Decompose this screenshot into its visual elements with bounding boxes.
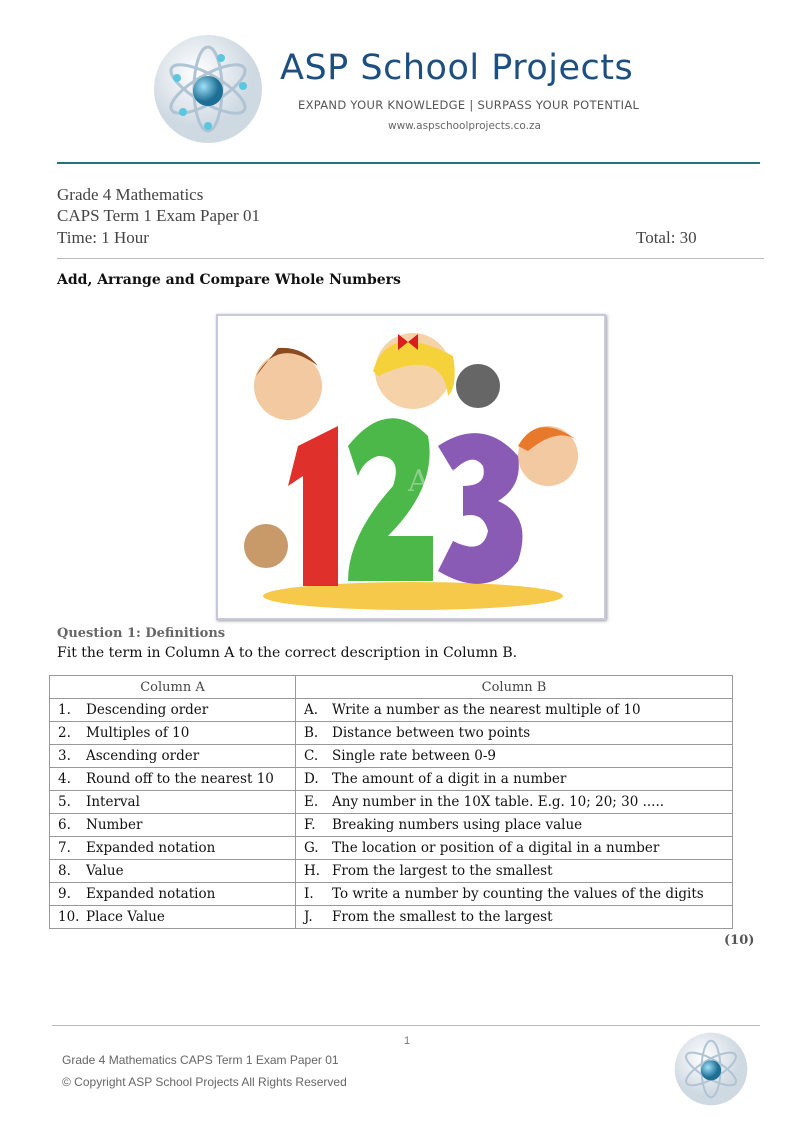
column-a-cell bbox=[50, 814, 296, 837]
numbers-illustration bbox=[216, 314, 606, 620]
description-text: To write a number by counting the values of the digits bbox=[332, 886, 704, 902]
term-text: Interval bbox=[86, 794, 140, 810]
question-title: Question 1: Definitions bbox=[57, 626, 226, 641]
column-a-cell bbox=[50, 745, 296, 768]
description-letter: I. bbox=[304, 886, 314, 902]
atom-logo-icon bbox=[153, 34, 263, 144]
section-heading: Add, Arrange and Compare Whole Numbers bbox=[57, 272, 401, 288]
time-label: Time: 1 Hour bbox=[57, 228, 149, 247]
description-letter: B. bbox=[304, 725, 319, 741]
subject-label: Grade 4 Mathematics bbox=[57, 185, 204, 204]
term-number: 6. bbox=[58, 817, 71, 833]
column-a-cell bbox=[50, 837, 296, 860]
term-number: 1. bbox=[58, 702, 71, 718]
meta-divider bbox=[57, 258, 764, 259]
watermark-text: ASP bbox=[408, 464, 471, 499]
column-b-cell bbox=[296, 768, 733, 791]
footer-atom-logo-icon bbox=[674, 1032, 748, 1106]
table-row bbox=[50, 722, 733, 745]
brand-tagline: EXPAND YOUR KNOWLEDGE | SURPASS YOUR POTENTIAL bbox=[298, 98, 640, 112]
table-row bbox=[50, 814, 733, 837]
description-letter: F. bbox=[304, 817, 316, 833]
column-b-cell bbox=[296, 837, 733, 860]
column-b-cell bbox=[296, 883, 733, 906]
brand-title: ASP School Projects bbox=[280, 48, 634, 88]
column-a-cell bbox=[50, 722, 296, 745]
term-number: 10. bbox=[58, 909, 80, 925]
column-a-cell bbox=[50, 768, 296, 791]
description-text: From the smallest to the largest bbox=[332, 909, 553, 925]
column-a-cell bbox=[50, 860, 296, 883]
table-row bbox=[50, 699, 733, 722]
column-b-cell bbox=[296, 745, 733, 768]
term-text: Expanded notation bbox=[86, 886, 216, 902]
description-text: Any number in the 10X table. E.g. 10; 20; 30 ..... bbox=[332, 794, 665, 810]
column-b-cell bbox=[296, 814, 733, 837]
column-a-cell bbox=[50, 699, 296, 722]
description-letter: H. bbox=[304, 863, 321, 879]
term-text: Ascending order bbox=[86, 748, 200, 764]
term-text: Expanded notation bbox=[86, 840, 216, 856]
term-number: 9. bbox=[58, 886, 71, 902]
page-number: 1 bbox=[404, 1035, 411, 1047]
column-a-cell bbox=[50, 906, 296, 929]
column-b-cell bbox=[296, 722, 733, 745]
footer-divider bbox=[52, 1025, 760, 1026]
term-text: Value bbox=[86, 863, 124, 879]
description-letter: C. bbox=[304, 748, 319, 764]
description-text: The location or position of a digital in a number bbox=[332, 840, 660, 856]
table-row bbox=[50, 860, 733, 883]
description-letter: E. bbox=[304, 794, 319, 810]
term-number: 5. bbox=[58, 794, 71, 810]
term-text: Descending order bbox=[86, 702, 209, 718]
description-text: Single rate between 0-9 bbox=[332, 748, 497, 764]
description-text: Distance between two points bbox=[332, 725, 531, 741]
description-letter: G. bbox=[304, 840, 319, 856]
footer-title: Grade 4 Mathematics CAPS Term 1 Exam Paper 01 bbox=[62, 1053, 339, 1067]
term-number: 4. bbox=[58, 771, 71, 787]
header-divider bbox=[57, 162, 760, 164]
column-a-cell bbox=[50, 791, 296, 814]
footer-copyright: © Copyright ASP School Projects All Rights Reserved bbox=[62, 1075, 347, 1089]
column-b-cell bbox=[296, 906, 733, 929]
term-number: 7. bbox=[58, 840, 71, 856]
column-b-cell bbox=[296, 699, 733, 722]
term-number: 2. bbox=[58, 725, 71, 741]
table-row bbox=[50, 768, 733, 791]
column-b-cell bbox=[296, 860, 733, 883]
description-letter: D. bbox=[304, 771, 319, 787]
description-letter: J. bbox=[304, 909, 313, 925]
term-text: Multiples of 10 bbox=[86, 725, 190, 741]
table-row bbox=[50, 883, 733, 906]
marks-label: (10) bbox=[724, 933, 755, 948]
term-text: Place Value bbox=[86, 909, 165, 925]
table-row bbox=[50, 745, 733, 768]
column-b-cell bbox=[296, 791, 733, 814]
table-row bbox=[50, 906, 733, 929]
column-a-header: Column A bbox=[50, 676, 296, 699]
description-text: Write a number as the nearest multiple of 10 bbox=[332, 702, 641, 718]
table-row bbox=[50, 837, 733, 860]
total-label: Total: 30 bbox=[636, 228, 697, 247]
column-b-header: Column B bbox=[296, 676, 733, 699]
brand-url: www.aspschoolprojects.co.za bbox=[388, 120, 541, 132]
description-text: Breaking numbers using place value bbox=[332, 817, 583, 833]
term-number: 8. bbox=[58, 863, 71, 879]
paper-label: CAPS Term 1 Exam Paper 01 bbox=[57, 206, 260, 225]
description-letter: A. bbox=[304, 702, 319, 718]
term-text: Round off to the nearest 10 bbox=[86, 771, 274, 787]
term-number: 3. bbox=[58, 748, 71, 764]
description-text: From the largest to the smallest bbox=[332, 863, 553, 879]
column-a-cell bbox=[50, 883, 296, 906]
description-text: The amount of a digit in a number bbox=[332, 771, 567, 787]
question-instruction: Fit the term in Column A to the correct description in Column B. bbox=[57, 645, 518, 661]
term-text: Number bbox=[86, 817, 143, 833]
definitions-table bbox=[49, 675, 733, 929]
table-row bbox=[50, 791, 733, 814]
